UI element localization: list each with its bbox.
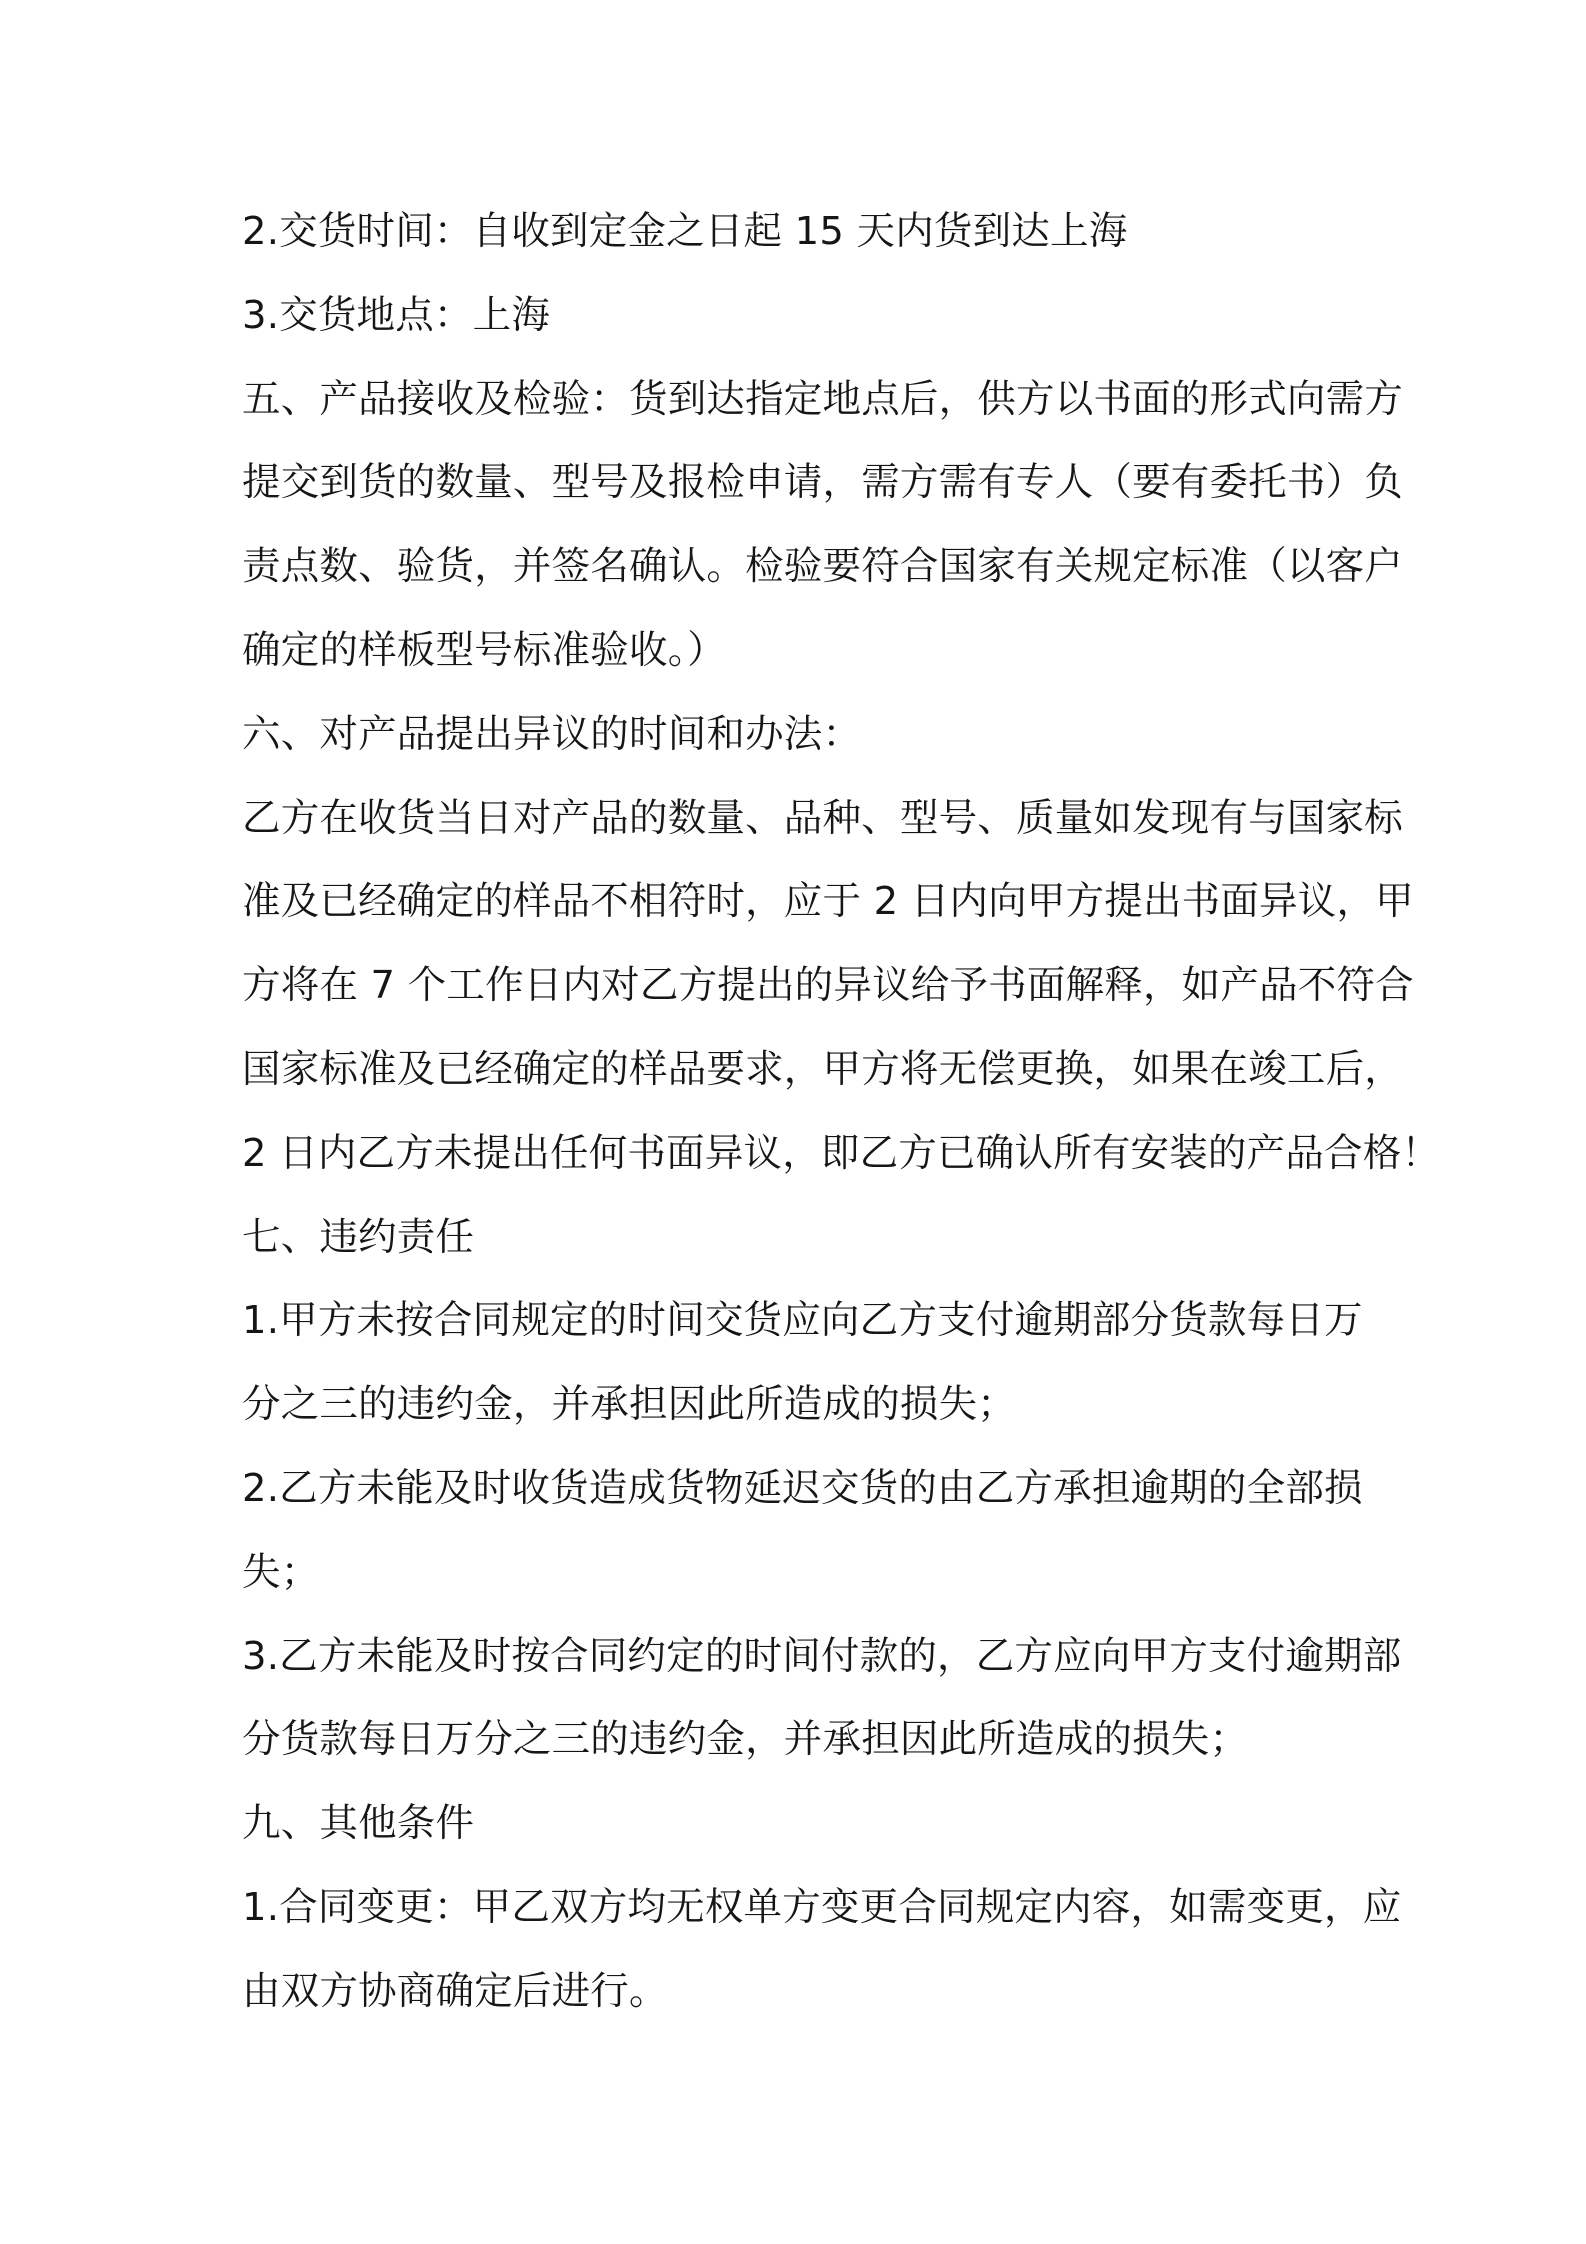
section-six-heading: 六、对产品提出异议的时间和办法： (242, 711, 862, 757)
paragraph-line: 提交到货的数量、型号及报检申请，需方需有专人（要有委托书）负 (242, 460, 1404, 506)
section-nine-heading: 九、其他条件 (242, 1801, 475, 1847)
clause-line: 分货款每日万分之三的违约金，并承担因此所造成的损失； (242, 1717, 1249, 1763)
clause-line: 1.甲方未按合同规定的时间交货应向乙方支付逾期部分货款每日万 (242, 1298, 1363, 1344)
clause-line: 1.合同变更：甲乙双方均无权单方变更合同规定内容，如需变更，应 (242, 1884, 1402, 1930)
clause-line: 失； (242, 1549, 320, 1595)
delivery-place-line: 3.交货地点：上海 (242, 292, 551, 338)
paragraph-line: 国家标准及已经确定的样品要求，甲方将无偿更换，如果在竣工后， (242, 1046, 1404, 1092)
clause-line: 2.乙方未能及时收货造成货物延迟交货的由乙方承担逾期的全部损 (242, 1465, 1363, 1511)
paragraph-line: 方将在 7 个工作日内对乙方提出的异议给予书面解释，如产品不符合 (242, 963, 1414, 1009)
section-seven-heading: 七、违约责任 (242, 1214, 475, 1260)
clause-line: 由双方协商确定后进行。 (242, 1968, 668, 2014)
clause-line: 分之三的违约金，并承担因此所造成的损失； (242, 1382, 1017, 1428)
paragraph-line: 责点数、验货，并签名确认。检验要符合国家有关规定标准（以客户 (242, 544, 1404, 590)
delivery-time-line: 2.交货时间：自收到定金之日起 15 天内货到达上海 (242, 209, 1128, 254)
document-body (242, 200, 1441, 2044)
clause-line: 3.乙方未能及时按合同约定的时间付款的，乙方应向甲方支付逾期部 (242, 1633, 1402, 1679)
paragraph-line: 确定的样板型号标准验收。） (242, 627, 726, 673)
section-five-heading-line: 五、产品接收及检验：货到达指定地点后，供方以书面的形式向需方 (242, 376, 1404, 422)
paragraph-line: 2 日内乙方未提出任何书面异议，即乙方已确认所有安装的产品合格！ (242, 1130, 1441, 1176)
paragraph-line: 乙方在收货当日对产品的数量、品种、型号、质量如发现有与国家标 (242, 795, 1404, 841)
paragraph-line: 准及已经确定的样品不相符时，应于 2 日内向甲方提出书面异议，甲 (242, 879, 1414, 925)
